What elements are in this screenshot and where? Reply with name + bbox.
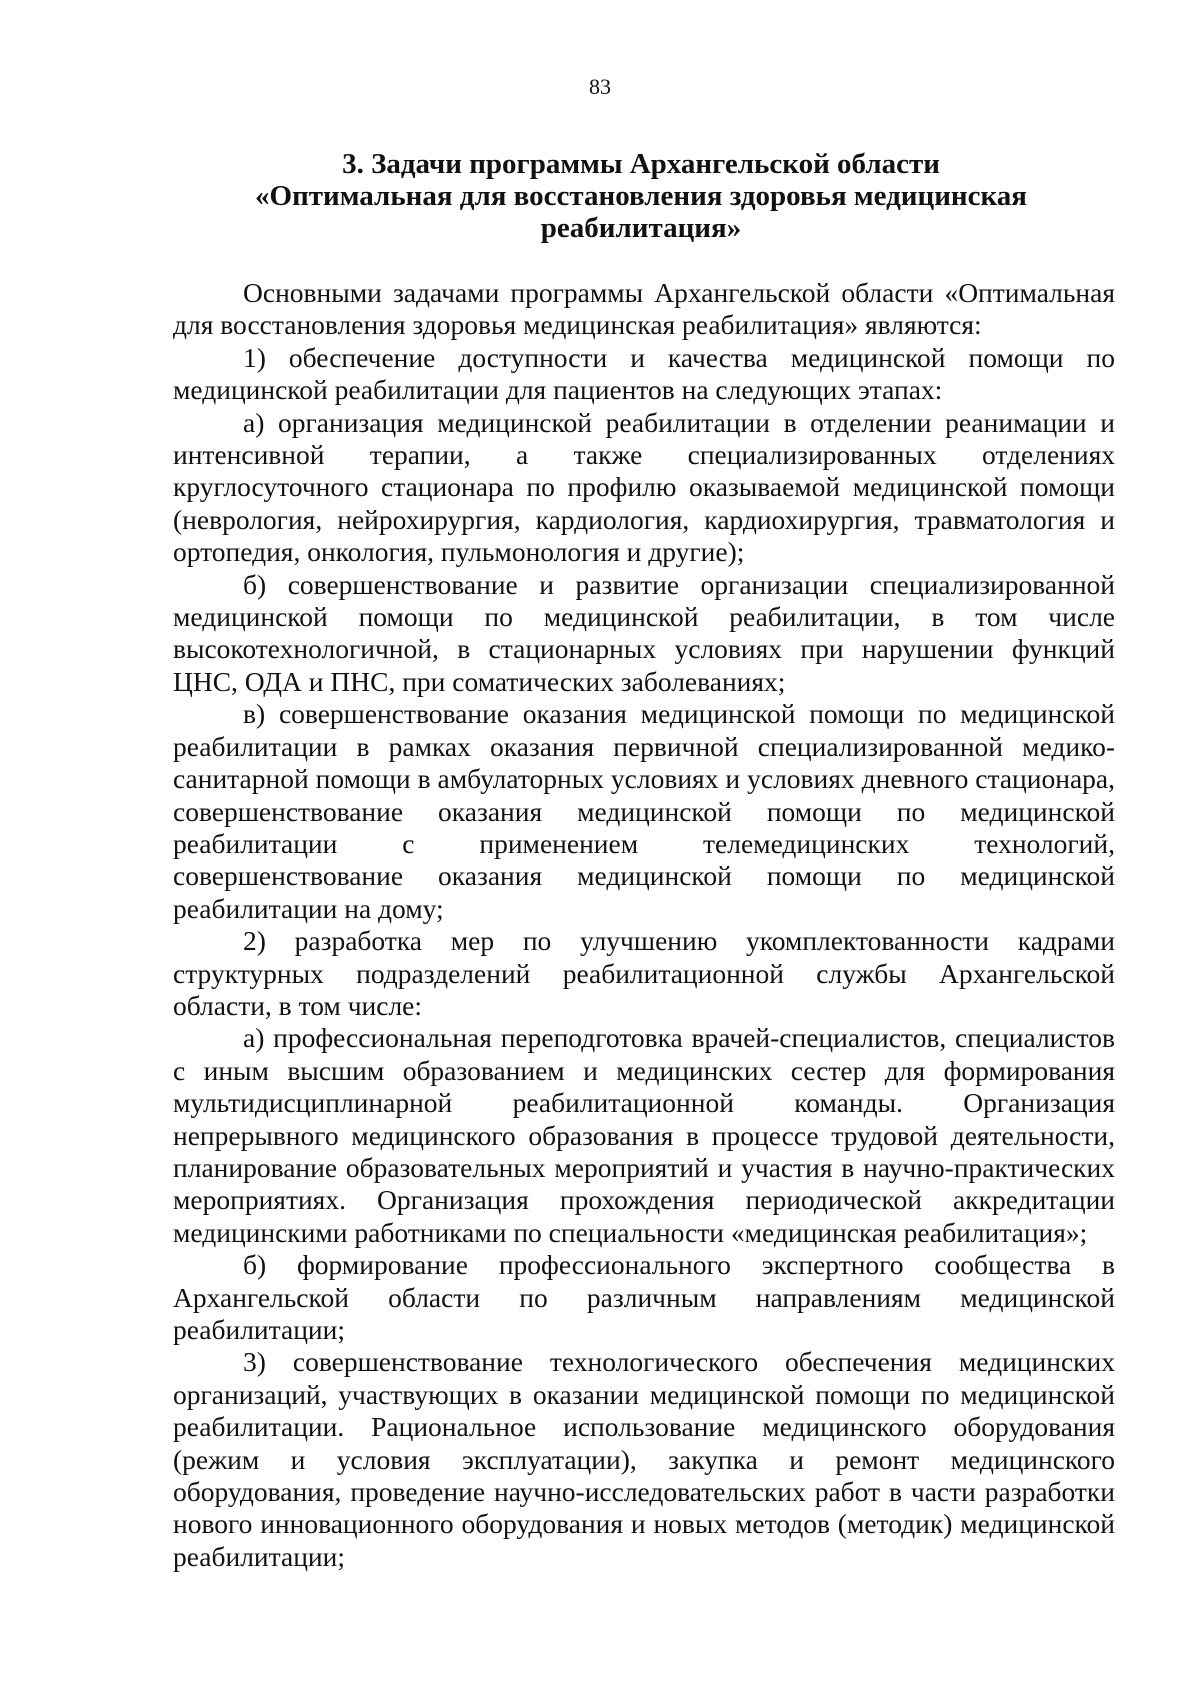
list-item-2: 2) разработка мер по улучшению укомплектованности кадрами структурных подразделений реабилитационной службы Архангельской области, в том числе: — [173, 925, 1115, 1021]
section-heading — [180, 148, 1102, 244]
heading-line: реабилитация» — [540, 212, 742, 244]
list-item-1a: а) организация медицинской реабилитации в отделении реанимации и интенсивной терапии, а также специализированных отделениях круглосуточного стационара по профилю оказываемой медицинской помощи (неврология, нейрохирургия, кардиология, кардиохирургия, травматология и ортопедия, онкология, пульмонология и другие); — [173, 406, 1115, 568]
list-item-3: 3) совершенствование технологического обеспечения медицинских организаций, участвующих в оказании медицинской помощи по медицинской реабилитации. Рациональное использование медицинского оборудования (режим и условия эксплуатации), закупка и ремонт медицинского оборудования, проведение научно-исследовательских работ в части разработки нового инновационного оборудования и новых методов (методик) медицинской реабилитации; — [173, 1346, 1115, 1572]
intro-paragraph: Основными задачами программы Архангельской области «Оптимальная для восстановления здоровья медицинская реабилитация» являются: — [173, 277, 1115, 341]
heading-line: 3. Задачи программы Архангельской области — [342, 148, 940, 180]
list-item-1: 1) обеспечение доступности и качества медицинской помощи по медицинской реабилитации для пациентов на следующих этапах: — [173, 341, 1115, 406]
list-item-1c: в) совершенствование оказания медицинской помощи по медицинской реабилитации в рамках оказания первичной специализированной медико-санитарной помощи в амбулаторных условиях и условиях дневного стационара, совершенствование оказания медицинской помощи по медицинской реабилитации с применением телемедицинских технологий, совершенствование оказания медицинской помощи по медицинской реабилитации на дому; — [173, 698, 1115, 924]
heading-line: «Оптимальная для восстановления здоровья медицинская — [255, 180, 1027, 212]
list-item-2a: а) профессиональная переподготовка врачей-специалистов, специалистов с иным высшим образованием и медицинских сестер для формирования мультидисциплинарной реабилитационной команды. Организация непрерывного медицинского образования в процессе трудовой деятельности, планирование образовательных мероприятий и участия в научно-практических мероприятиях. Организация прохождения периодической аккредитации медицинскими работниками по специальности «медицинская реабилитация»; — [173, 1022, 1115, 1248]
list-item-2b: б) формирование профессионального экспертного сообщества в Архангельской области по различным направлениям медицинской реабилитации; — [173, 1249, 1115, 1345]
page-number: 83 — [589, 74, 611, 99]
list-item-1b: б) совершенствование и развитие организации специализированной медицинской помощи по медицинской реабилитации, в том числе высокотехнологичной, в стационарных условиях при нарушении функций ЦНС, ОДА и ПНС, при соматических заболеваниях; — [173, 568, 1115, 697]
body-text — [173, 277, 1115, 1573]
